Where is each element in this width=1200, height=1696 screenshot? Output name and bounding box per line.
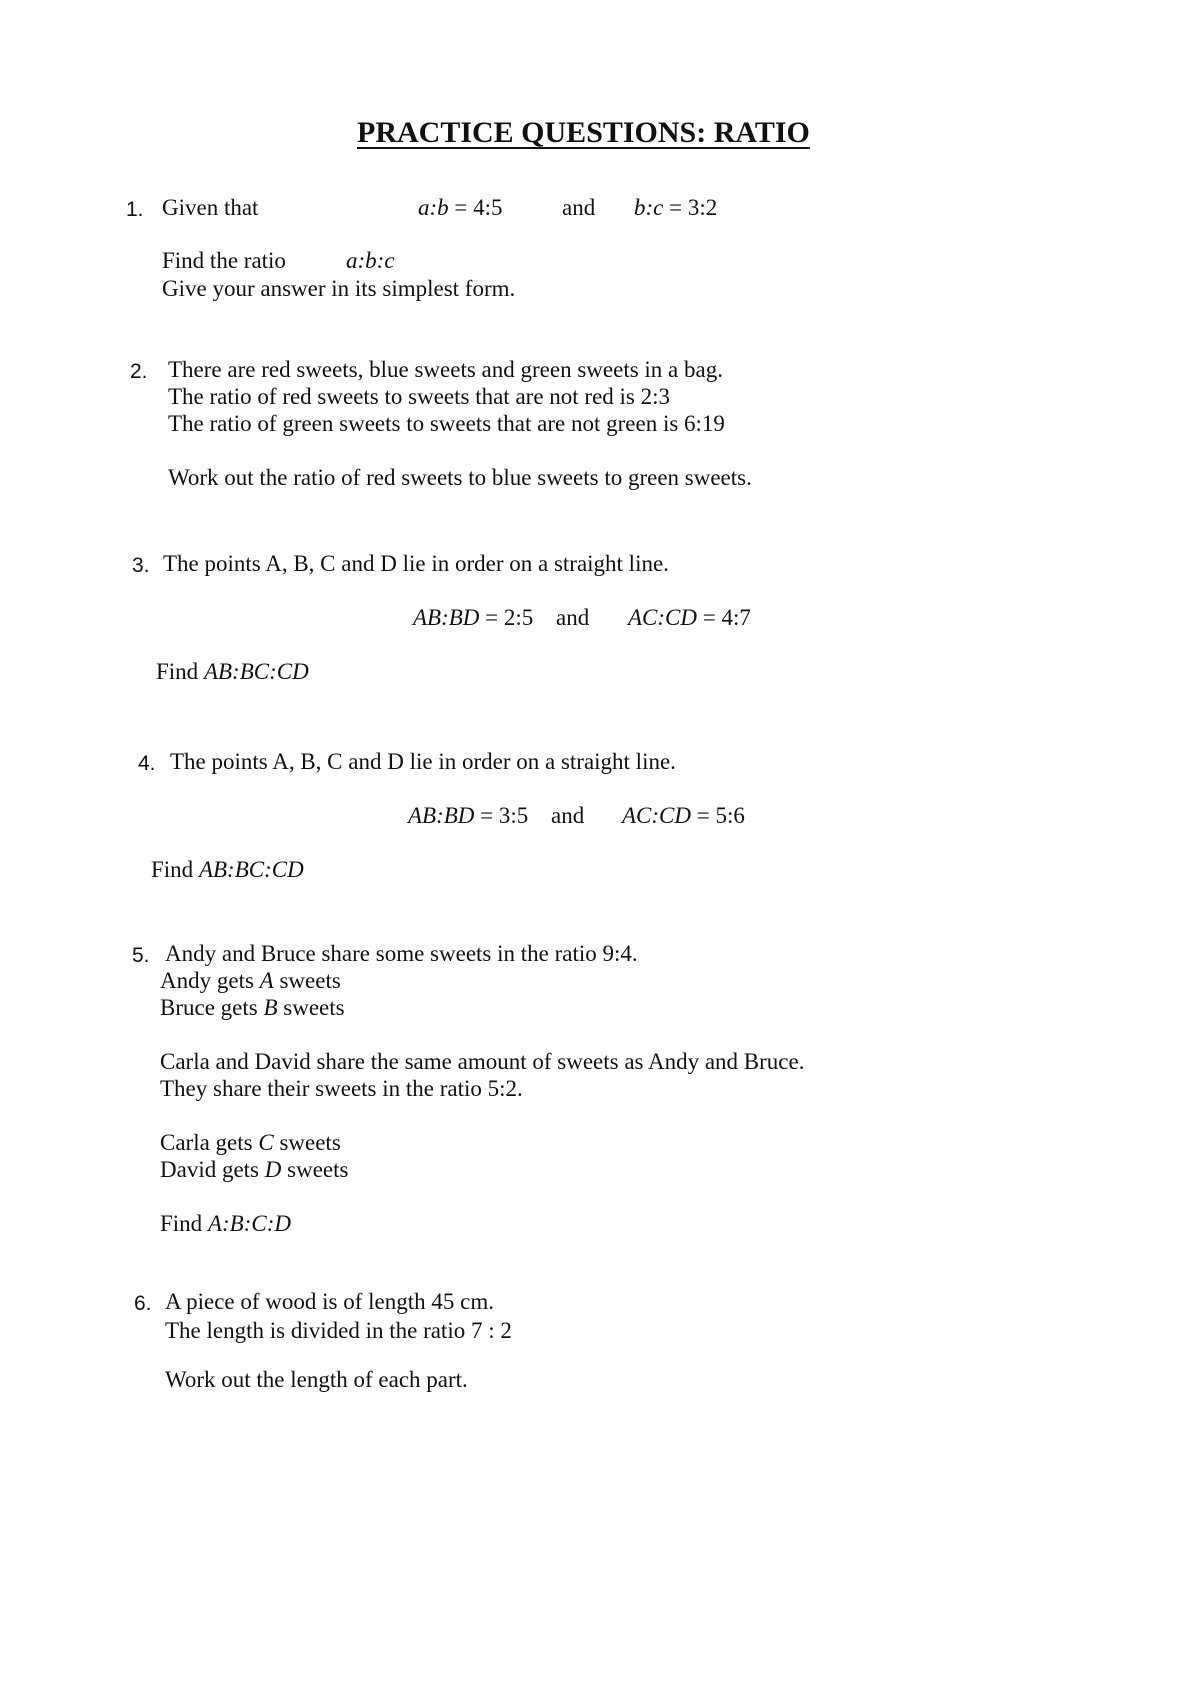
find-expression: Find AB:BC:CD (151, 857, 304, 882)
question-line: Work out the length of each part. (165, 1367, 468, 1392)
ratio-expression: AB:BD = 2:5 (413, 605, 534, 630)
ratio-ab: a:b = 4:5 (418, 195, 503, 220)
ratio-expression: AC:CD = 4:7 (628, 605, 751, 630)
bruce-line: Bruce gets B sweets (160, 995, 345, 1020)
question-line: Work out the ratio of red sweets to blue sweets to green sweets. (168, 465, 752, 490)
andy-line: Andy gets A sweets (160, 968, 341, 993)
ratio-expression: AB:BD = 3:5 (408, 803, 529, 828)
simplest-form-text: Give your answer in its simplest form. (162, 276, 516, 301)
and-text: and (562, 195, 596, 220)
question-number: 1. (126, 198, 144, 221)
question-line: They share their sweets in the ratio 5:2. (160, 1076, 523, 1101)
and-text: and (551, 803, 585, 828)
find-ratio-expression: a:b:c (346, 248, 395, 273)
question-line: The points A, B, C and D lie in order on a straight line. (170, 749, 676, 774)
find-ratio-text: Find the ratio (162, 248, 286, 273)
and-text: and (556, 605, 590, 630)
find-expression: Find A:B:C:D (160, 1211, 291, 1236)
question-line: The ratio of green sweets to sweets that are not green is 6:19 (168, 411, 725, 436)
question-line: The points A, B, C and D lie in order on a straight line. (163, 551, 669, 576)
ratio-expression: AC:CD = 5:6 (622, 803, 745, 828)
question-number: 2. (130, 360, 148, 383)
question-number: 5. (132, 944, 150, 967)
question-line: The length is divided in the ratio 7 : 2 (165, 1318, 512, 1343)
ratio-bc: b:c = 3:2 (634, 195, 718, 220)
question-line: The ratio of red sweets to sweets that are not red is 2:3 (168, 384, 671, 409)
question-number: 3. (132, 554, 150, 577)
david-line: David gets D sweets (160, 1157, 349, 1182)
question-line: A piece of wood is of length 45 cm. (165, 1289, 494, 1314)
question-number: 6. (134, 1292, 152, 1315)
find-expression: Find AB:BC:CD (156, 659, 309, 684)
carla-line: Carla gets C sweets (160, 1130, 341, 1155)
page-title: PRACTICE QUESTIONS: RATIO (357, 116, 810, 149)
question-number: 4. (138, 752, 156, 775)
question-line: Carla and David share the same amount of sweets as Andy and Bruce. (160, 1049, 805, 1074)
given-text: Given that (162, 195, 259, 220)
question-line: There are red sweets, blue sweets and green sweets in a bag. (168, 357, 723, 382)
question-line: Andy and Bruce share some sweets in the ratio 9:4. (165, 941, 638, 966)
